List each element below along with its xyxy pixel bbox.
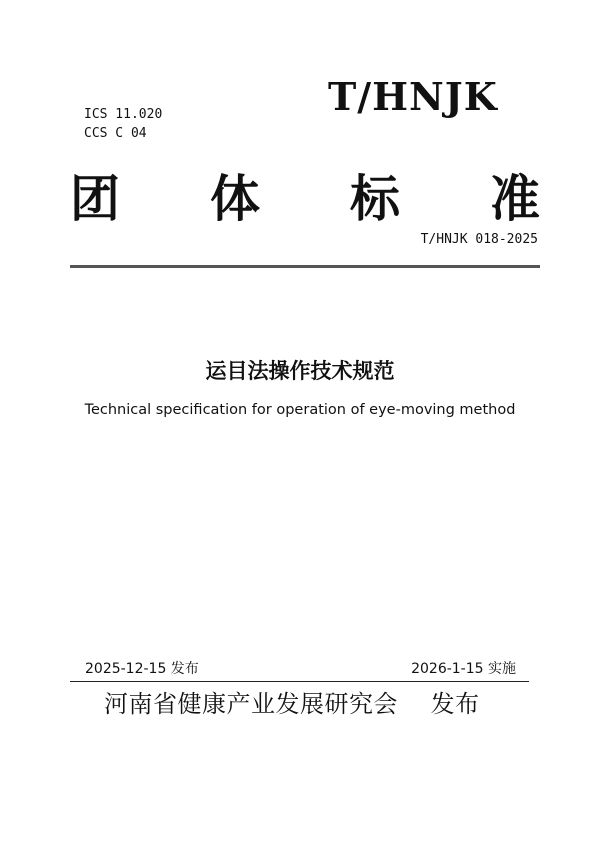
standard-code-logo: T/HNJK: [328, 74, 498, 119]
issue-date: 2025-12-15 发布: [85, 661, 199, 677]
publisher: 河南省健康产业发展研究会 发布: [104, 690, 480, 718]
document-title-en: Technical specification for operation of eye-moving method: [84, 402, 516, 418]
title-char: 团: [70, 170, 120, 228]
document-title-cn: 运目法操作技术规范: [205, 359, 395, 383]
ics-code: ICS 11.020: [84, 107, 163, 122]
bottom-divider: [70, 681, 529, 682]
title-char: 准: [490, 170, 540, 228]
document-type-title: [70, 170, 540, 228]
ccs-code: CCS C 04: [84, 126, 147, 141]
title-char: 标: [350, 170, 400, 228]
implementation-date: 2026-1-15 实施: [411, 661, 516, 677]
title-char: 体: [210, 170, 260, 228]
standard-number: T/HNJK 018-2025: [420, 232, 538, 247]
top-divider: [70, 265, 540, 268]
